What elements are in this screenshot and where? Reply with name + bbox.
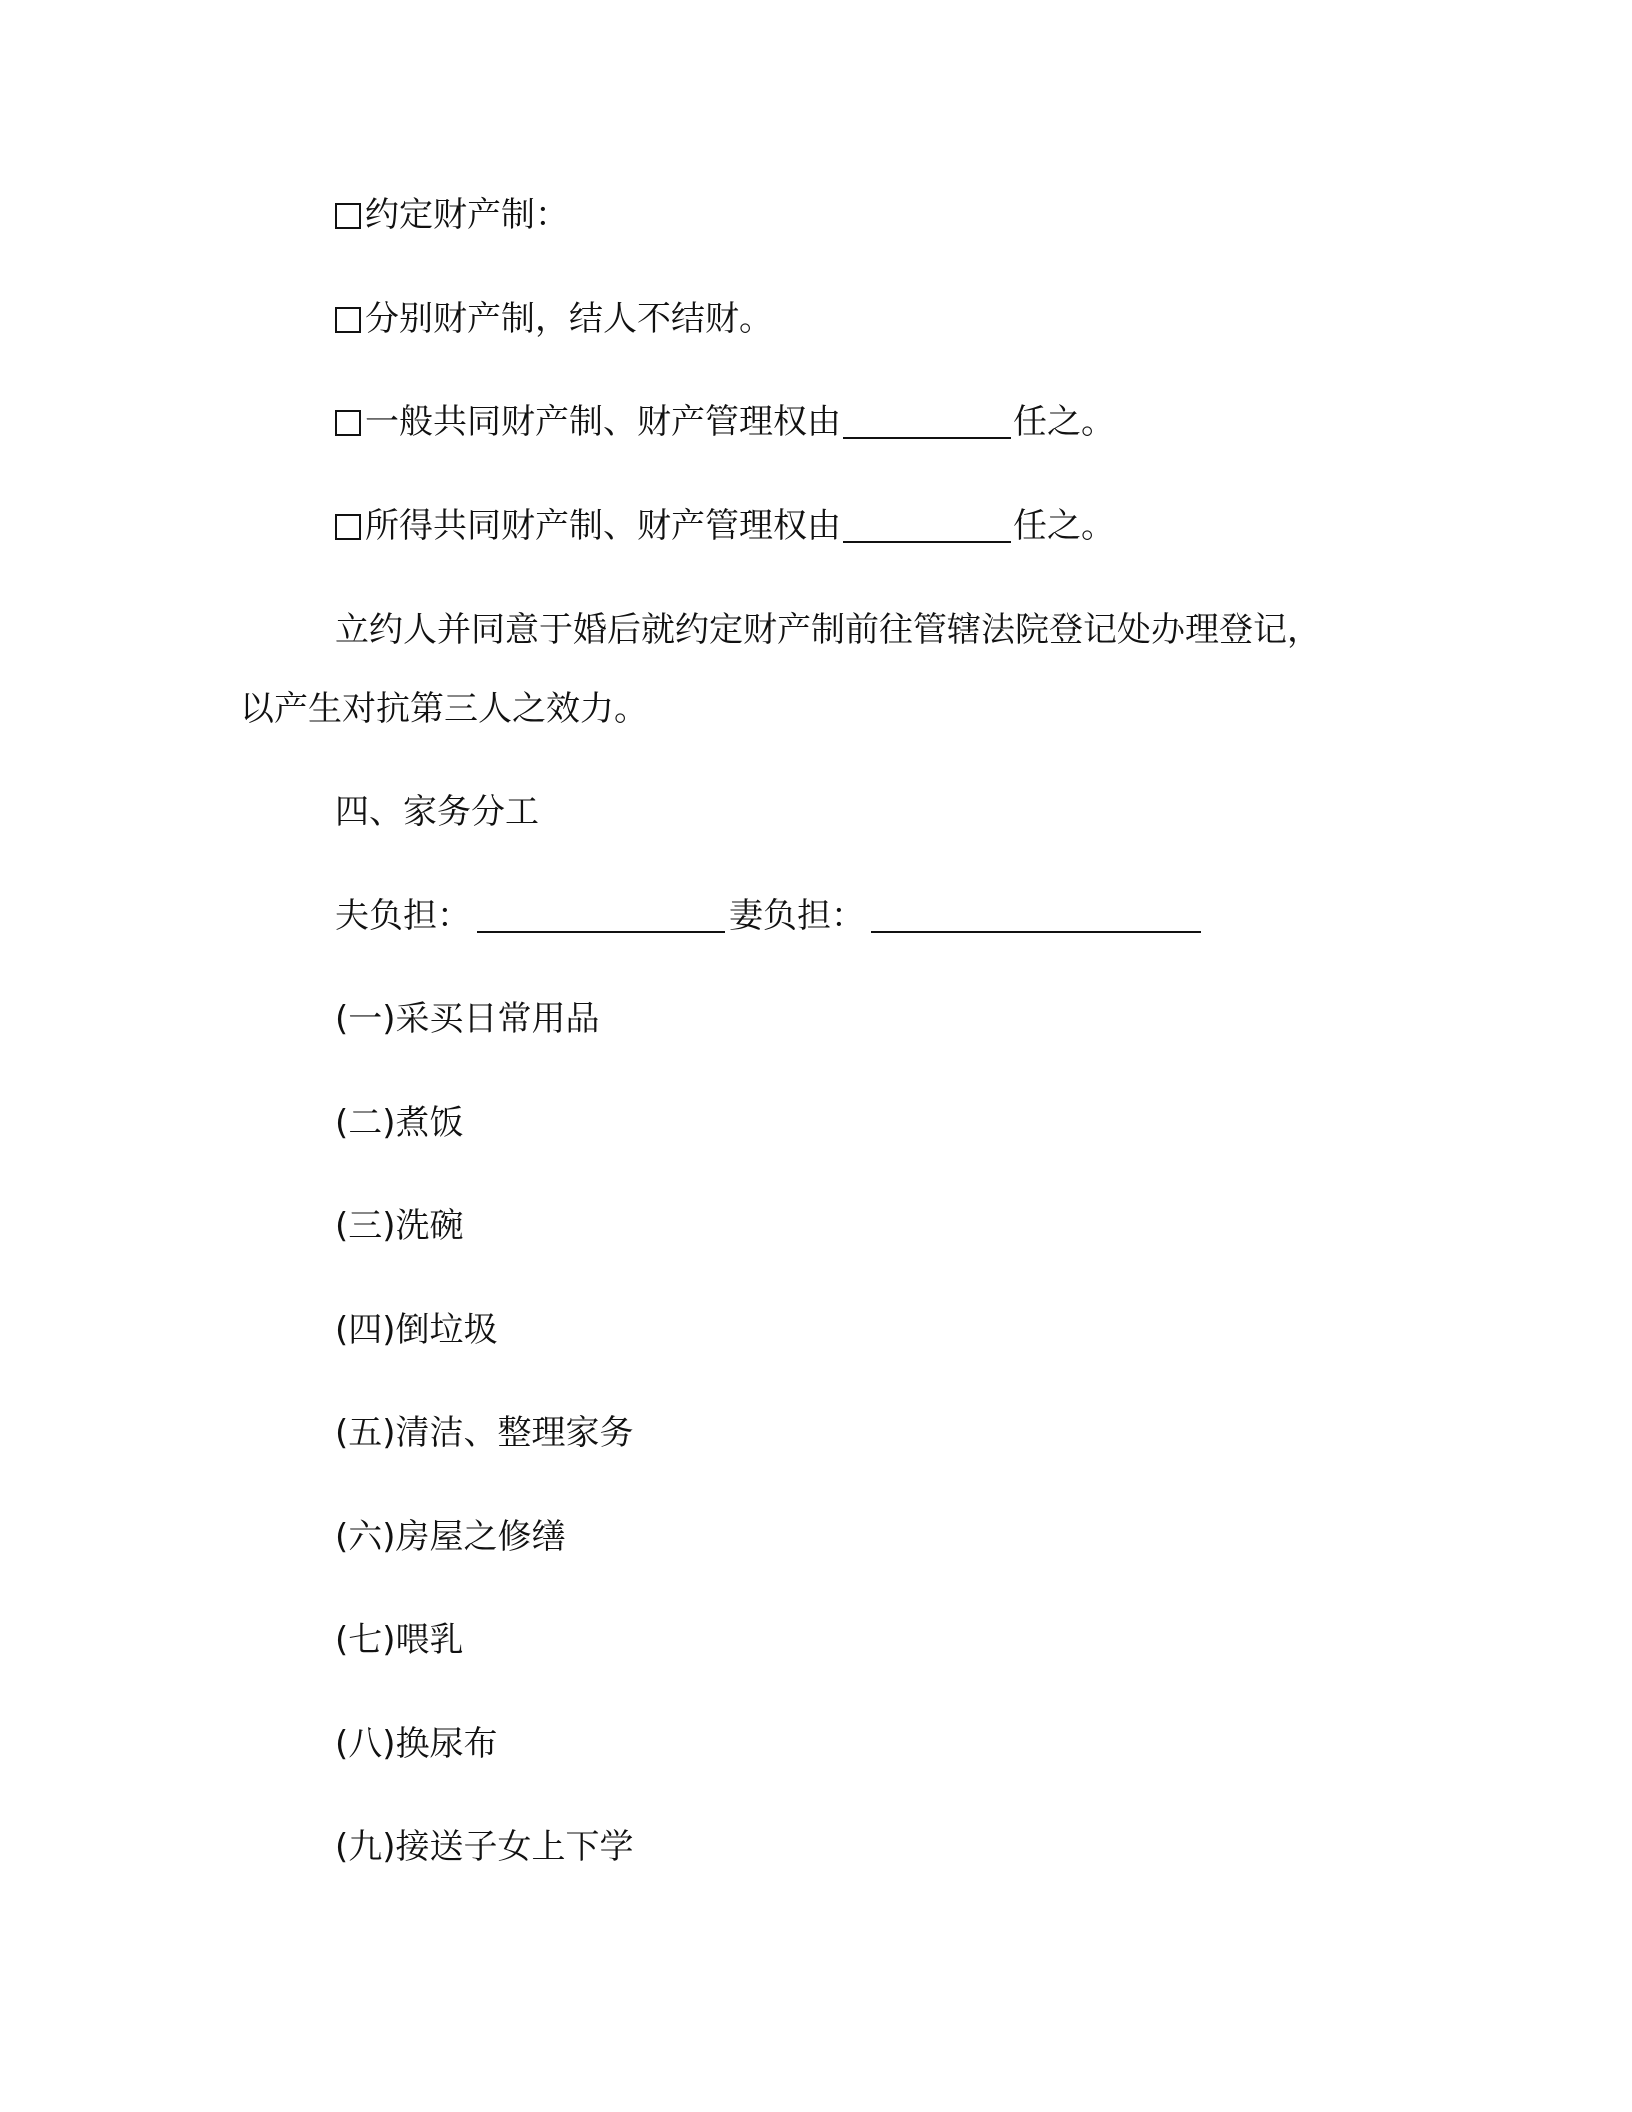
housework-item: (八)换尿布 xyxy=(335,1724,498,1764)
wife-blank[interactable] xyxy=(871,901,1201,933)
section-heading-housework: 四、家务分工 xyxy=(335,792,539,832)
checkbox-general-common-property[interactable] xyxy=(335,410,361,436)
option-general-common-property xyxy=(335,400,1115,444)
option-separate-property xyxy=(335,297,773,341)
blank-income-manager[interactable] xyxy=(843,511,1011,543)
blank-general-manager[interactable] xyxy=(843,407,1011,439)
housework-item: (五)清洁、整理家务 xyxy=(335,1413,634,1453)
option-income-common-property-suffix: 任之。 xyxy=(1013,506,1115,546)
husband-label: 夫负担： xyxy=(335,896,471,936)
wife-label: 妻负担： xyxy=(729,896,865,936)
checkbox-income-common-property[interactable] xyxy=(335,514,361,540)
option-agreed-property xyxy=(335,193,569,237)
housework-item: (三)洗碗 xyxy=(335,1206,464,1246)
option-separate-property-label: 分别财产制，结人不结财。 xyxy=(365,299,773,339)
husband-blank[interactable] xyxy=(477,901,725,933)
housework-item: (九)接送子女上下学 xyxy=(335,1827,634,1867)
registration-paragraph-line-2: 以产生对抗第三人之效力。 xyxy=(240,689,648,729)
registration-paragraph-line-1: 立约人并同意于婚后就约定财产制前往管辖法院登记处办理登记， xyxy=(335,610,1321,650)
housework-item: (四)倒垃圾 xyxy=(335,1310,498,1350)
option-general-common-property-suffix: 任之。 xyxy=(1013,402,1115,442)
checkbox-agreed-property[interactable] xyxy=(335,203,361,229)
housework-item: (六)房屋之修缮 xyxy=(335,1517,566,1557)
option-agreed-property-label: 约定财产制： xyxy=(365,195,569,235)
housework-item: (二)煮饭 xyxy=(335,1103,464,1143)
option-general-common-property-label: 一般共同财产制、财产管理权由 xyxy=(365,402,841,442)
housework-assignment xyxy=(335,894,1201,938)
option-income-common-property xyxy=(335,504,1115,548)
checkbox-separate-property[interactable] xyxy=(335,307,361,333)
housework-item: (一)采买日常用品 xyxy=(335,999,600,1039)
option-income-common-property-label: 所得共同财产制、财产管理权由 xyxy=(365,506,841,546)
housework-item: (七)喂乳 xyxy=(335,1620,464,1660)
